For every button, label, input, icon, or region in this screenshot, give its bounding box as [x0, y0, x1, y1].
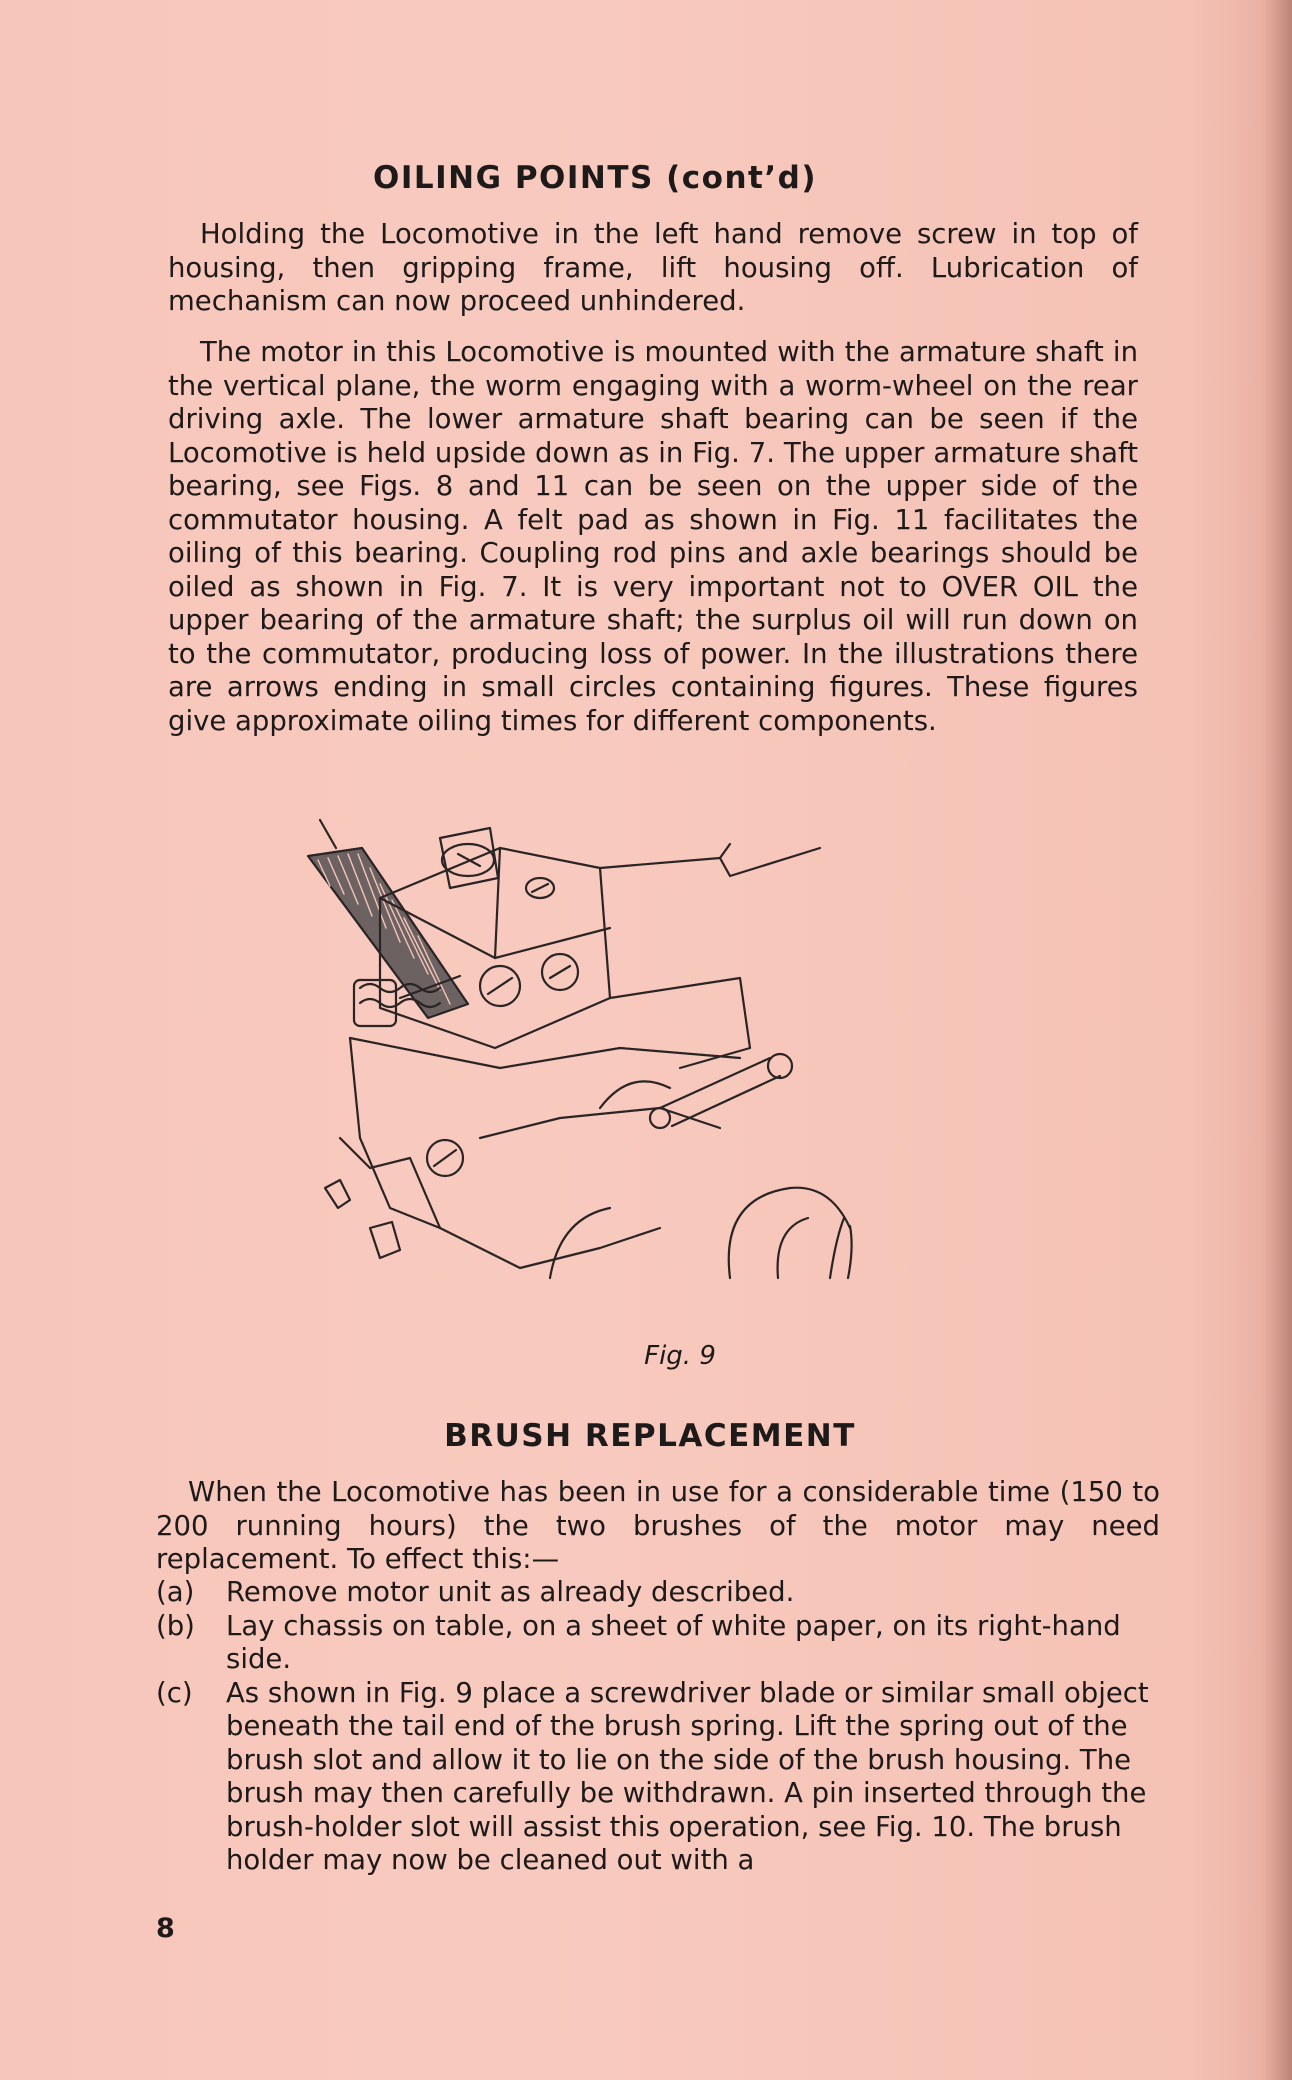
heading-oiling-points: OILING POINTS (cont’d): [372, 160, 818, 196]
list-item: [156, 1677, 1160, 1878]
steps-list: [156, 1576, 1160, 1878]
list-item: [156, 1610, 1160, 1677]
step-letter: (c): [156, 1676, 193, 1709]
fig9-illustration: [300, 808, 1000, 1308]
step-text: Lay chassis on table, on a sheet of white paper, on its right-hand side.: [226, 1609, 1121, 1675]
step-text: As shown in Fig. 9 place a screwdriver blade or similar small object beneath the tail end of the brush spring. Lift the spring out of the brush slot and allow it to lie on the side of the brush housing. The brush may then carefully be withdrawn. A pin inserted through the brush-holder slot will assist this operation, see Fig. 10. The brush holder may now be cleaned out with a: [226, 1676, 1149, 1876]
paragraph-housing-removal: Holding the Locomotive in the left hand remove screw in top of housing, then gripping frame, lift housing off. Lubrication of mechanism can now proceed unhindered.: [168, 218, 1138, 317]
figure-caption: Fig. 9: [644, 1341, 716, 1371]
page-fold-shadow: [1264, 0, 1292, 2080]
list-item: [156, 1576, 1160, 1610]
wheels: [550, 1188, 852, 1278]
step-text: Remove motor unit as already described.: [226, 1576, 795, 1608]
paragraph-brush-intro: When the Locomotive has been in use for a considerable time (150 to 200 running hours) the two brushes of the motor may need replacement. To effect this:—: [156, 1476, 1160, 1575]
step-letter: (b): [156, 1609, 195, 1642]
paragraph-motor-description: The motor in this Locomotive is mounted with the armature shaft in the vertical plane, the worm engaging with a worm-wheel on the rear driving axle. The lower armature shaft bearing can be seen if the Locomotive is held upside down as in Fig. 7. The upper armature shaft bearing, see Figs. 8 and 11 can be seen on the upper side of the commutator housing. A felt pad as shown in Fig. 11 facilitates the oiling of this bearing. Coupling rod pins and axle bearings should be oiled as shown in Fig. 7. It is very important not to OVER OIL the upper bearing of the armature shaft; the surplus oil will run down on to the commutator, producing loss of power. In the illustrations there are arrows ending in small circles containing figures. These figures give approximate oiling times for different components.: [168, 336, 1138, 737]
step-letter: (a): [156, 1576, 195, 1608]
page-number: 8: [156, 1913, 175, 1944]
heading-brush-replacement: BRUSH REPLACEMENT: [444, 1418, 856, 1454]
screwdriver-blade: [308, 820, 468, 1018]
